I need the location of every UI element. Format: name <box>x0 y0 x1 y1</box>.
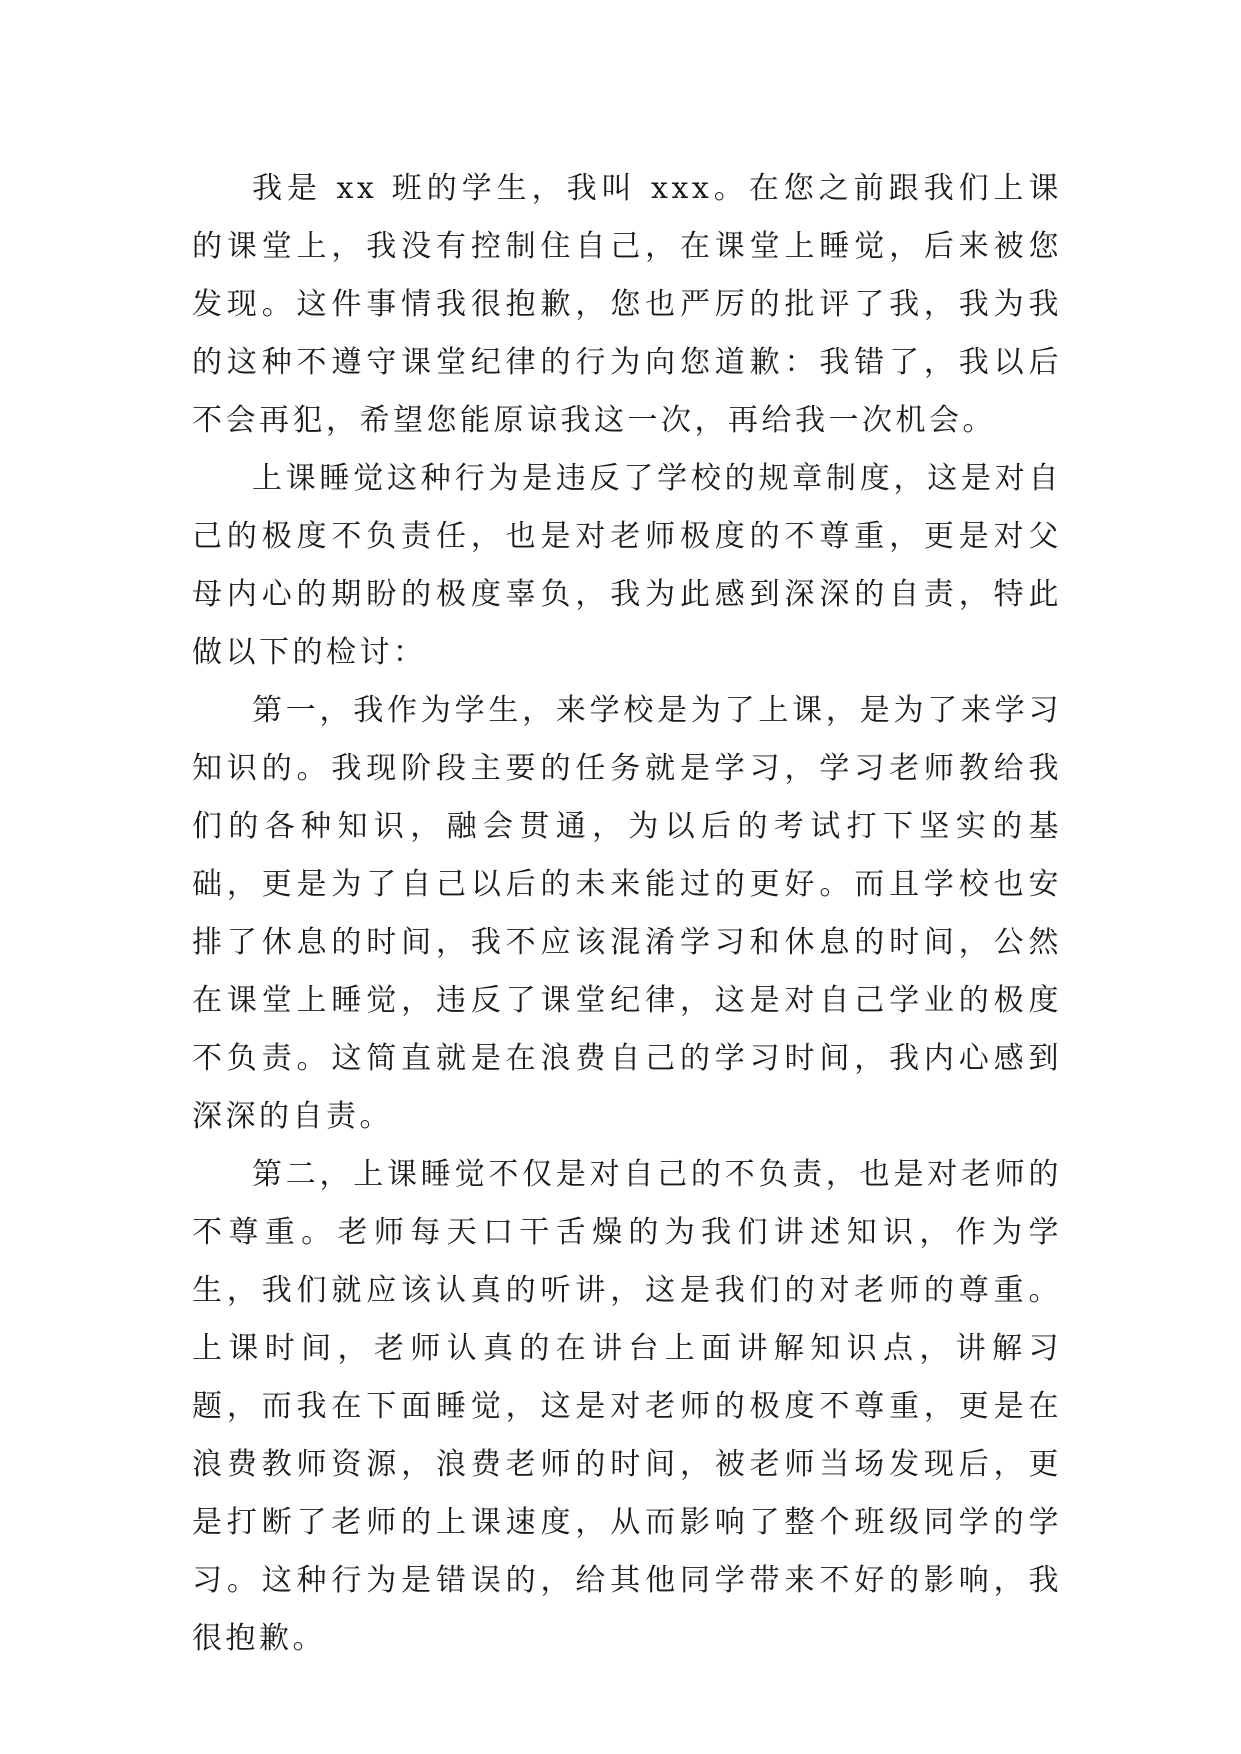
document-body <box>192 160 1062 1668</box>
paragraph-reason: 上课睡觉这种行为是违反了学校的规章制度，这是对自己的极度不负责任，也是对老师极度的不尊重，更是对父母内心的期盼的极度辜负，我为此感到深深的自责，特此做以下的检讨： <box>192 461 1062 670</box>
paragraph-point-two: 第二，上课睡觉不仅是对自己的不负责，也是对老师的不尊重。老师每天口干舌燥的为我们讲述知识，作为学生，我们就应该认真的听讲，这是我们的对老师的尊重。上课时间，老师认真的在讲台上面讲解知识点，讲解习题，而我在下面睡觉，这是对老师的极度不尊重，更是在浪费教师资源，浪费老师的时间，被老师当场发现后，更是打断了老师的上课速度，从而影响了整个班级同学的学习。这种行为是错误的，给其他同学带来不好的影响，我很抱歉。 <box>192 1157 1062 1656</box>
paragraph-intro: 我是 xx 班的学生，我叫 xxx。在您之前跟我们上课的课堂上，我没有控制住自己，在课堂上睡觉，后来被您发现。这件事情我很抱歉，您也严厉的批评了我，我为我的这种不遵守课堂纪律的行为向您道歉：我错了，我以后不会再犯，希望您能原谅我这一次，再给我一次机会。 <box>192 171 1062 438</box>
paragraph-point-one: 第一，我作为学生，来学校是为了上课，是为了来学习知识的。我现阶段主要的任务就是学习，学习老师教给我们的各种知识，融会贯通，为以后的考试打下坚实的基础，更是为了自己以后的未来能过的更好。而且学校也安排了休息的时间，我不应该混淆学习和休息的时间，公然在课堂上睡觉，违反了课堂纪律，这是对自己学业的极度不负责。这简直就是在浪费自己的学习时间，我内心感到深深的自责。 <box>192 693 1062 1134</box>
